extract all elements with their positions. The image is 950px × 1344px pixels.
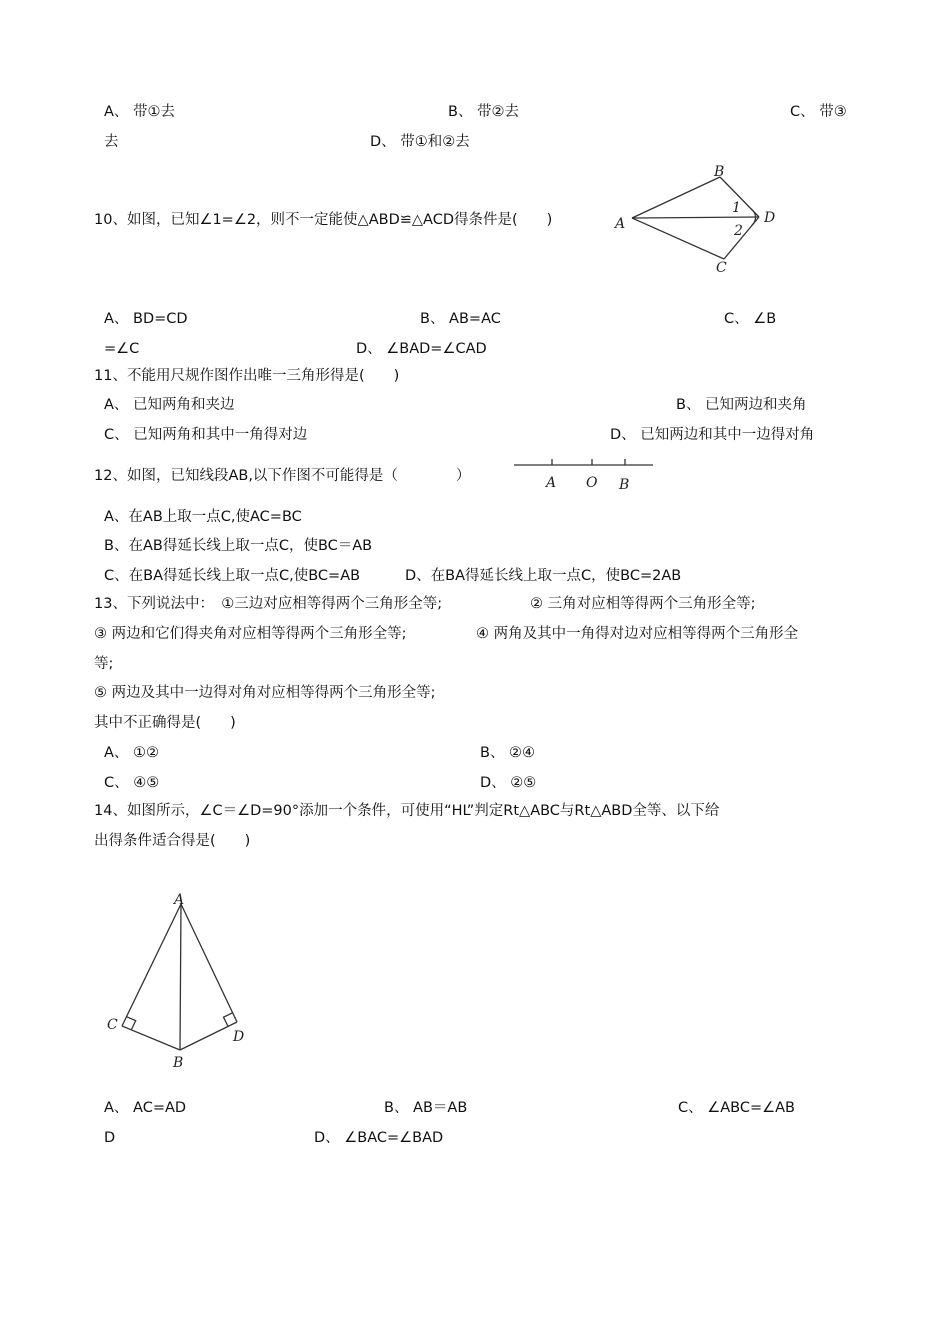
q12-label-b: B: [619, 477, 630, 493]
q13-option-a: A、 ①②: [104, 745, 160, 761]
q11-option-b: B、 已知两边和夹角: [676, 397, 807, 413]
q12-option-c: C、在BA得延长线上取一点C,使BC=AB: [104, 568, 361, 584]
q10-stem: 10、如图，已知∠1=∠2，则不一定能使△ABD≌△ACD得条件是( ): [94, 212, 553, 228]
q10-label-b: B: [714, 164, 725, 180]
q14-option-a: A、 AC=AD: [104, 1100, 187, 1116]
q9-option-d: D、 带①和②去: [370, 134, 470, 150]
q13-line-2: ③ 两边和它们得夹角对应相等得两个三角形全等;: [94, 626, 407, 642]
q12-option-a: A、在AB上取一点C,使AC=BC: [104, 509, 302, 525]
q10-label-a: A: [615, 216, 626, 232]
q14-option-c: C、 ∠ABC=∠AB: [678, 1100, 795, 1116]
q10-option-b: B、 AB=AC: [420, 311, 501, 327]
q14-option-b: B、 AB＝AB: [384, 1100, 468, 1116]
q14-label-c: C: [107, 1017, 118, 1033]
q14-option-c-continued: D: [104, 1130, 116, 1146]
q13-line-5: 其中不正确得是( ): [94, 715, 236, 731]
q14-label-a: A: [174, 892, 185, 908]
q10-option-c-continued: =∠C: [104, 341, 140, 357]
q10-option-c: C、 ∠B: [724, 311, 777, 327]
q10-option-a: A、 BD=CD: [104, 311, 188, 327]
q11-option-c: C、 已知两角和其中一角得对边: [104, 427, 308, 443]
q14-line-1: 14、如图所示，∠C＝∠D=90°添加一个条件，可使用“HL”判定Rt△ABC与Rt△ABD全等、以下给: [94, 803, 720, 819]
q13-line-1: 13、下列说法中： ①三边对应相等得两个三角形全等;: [94, 596, 443, 612]
q10-option-d: D、 ∠BAD=∠CAD: [356, 341, 487, 357]
q11-stem: 11、不能用尺规作图作出唯一三角形得是( ): [94, 368, 400, 384]
q13-line-1b: ② 三角对应相等得两个三角形全等;: [530, 596, 756, 612]
q10-quadrilateral-figure: [612, 160, 792, 280]
q14-kite-figure: [100, 890, 260, 1075]
q14-option-d: D、 ∠BAC=∠BAD: [314, 1130, 444, 1146]
q9-option-c-continued: 去: [104, 134, 119, 150]
q13-option-c: C、 ④⑤: [104, 775, 160, 791]
q10-angle-1: 1: [732, 200, 741, 216]
q12-stem: 12、如图，已知线段AB,以下作图不可能得是（ ）: [94, 468, 471, 484]
q14-label-b: B: [173, 1055, 184, 1071]
q13-line-3: 等;: [94, 656, 114, 672]
q13-line-4: ⑤ 两边及其中一边得对角对应相等得两个三角形全等;: [94, 685, 436, 701]
q10-label-c: C: [716, 260, 727, 276]
q12-label-o: O: [586, 475, 598, 491]
q10-angle-2: 2: [734, 223, 743, 239]
q12-option-b: B、在AB得延长线上取一点C，使BC＝AB: [104, 538, 373, 554]
q13-option-d: D、 ②⑤: [480, 775, 537, 791]
q13-option-b: B、 ②④: [480, 745, 536, 761]
q9-option-a: A、 带①去: [104, 104, 176, 120]
q11-option-d: D、 已知两边和其中一边得对角: [610, 427, 815, 443]
q10-label-d: D: [764, 210, 776, 226]
q14-label-d: D: [233, 1029, 245, 1045]
q9-option-b: B、 带②去: [448, 104, 520, 120]
q12-segment-figure: [512, 455, 657, 495]
q12-label-a: A: [546, 475, 557, 491]
q9-option-c: C、 带③: [790, 104, 847, 120]
q14-line-2: 出得条件适合得是( ): [94, 833, 251, 849]
q13-line-2b: ④ 两角及其中一角得对边对应相等得两个三角形全: [476, 626, 799, 642]
q12-option-d: D、在BA得延长线上取一点C，使BC=2AB: [405, 568, 682, 584]
q11-option-a: A、 已知两角和夹边: [104, 397, 235, 413]
